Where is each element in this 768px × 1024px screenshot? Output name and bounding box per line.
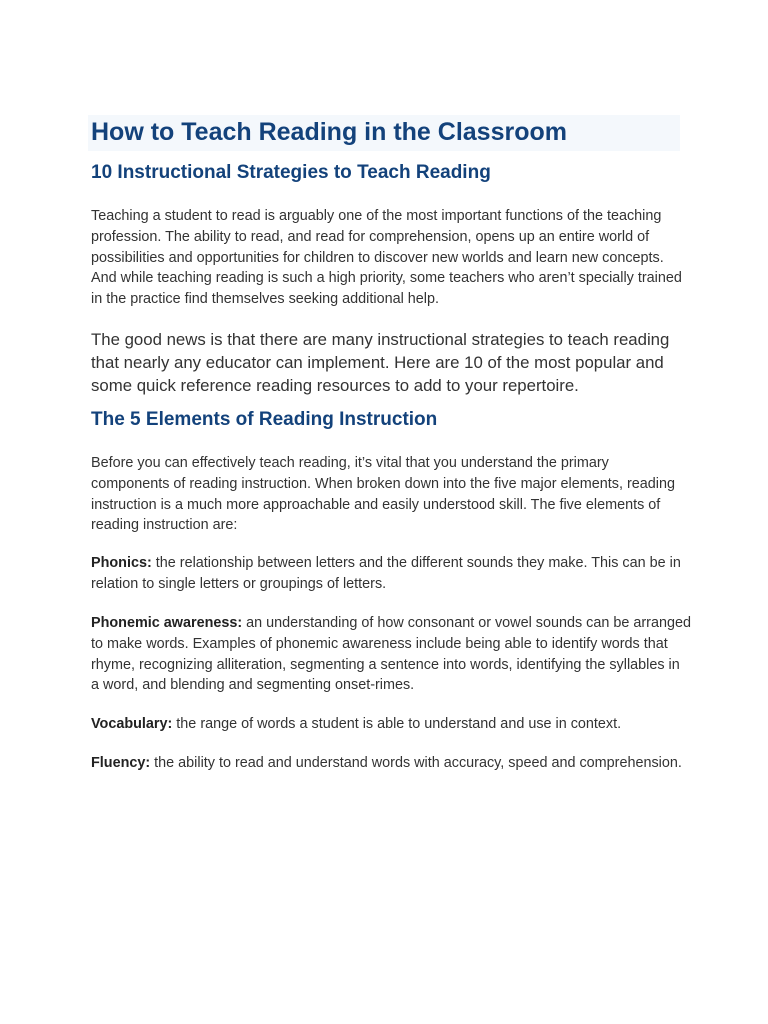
definition-vocabulary <box>91 714 691 735</box>
definition-fluency <box>91 753 691 774</box>
definition-term: Phonemic awareness: <box>91 615 243 631</box>
definition-term: Vocabulary: <box>91 716 173 732</box>
intro-paragraph: Teaching a student to read is arguably one of the most important functions of the teaching profession. The ability to read, and read for comprehension, opens up an entire world of possibilities and opportunities for children to discover new worlds and learn new concepts. And while teaching reading is such a high priority, some teachers who aren’t specially trained in the practice find themselves seeking additional help. <box>91 208 682 308</box>
page-title: How to Teach Reading in the Classroom <box>91 118 567 146</box>
definition-text: an understanding of how consonant or vowel sounds can be arranged to make words. Examples of phonemic awareness include being able to identify words that rhyme, recognizing alliteration, segmenting a sentence into words, identifying the syllables in a word, and blending and segmenting onset-rimes. <box>91 615 691 694</box>
definition-phonics <box>91 553 691 595</box>
definition-phonemic-awareness <box>91 613 691 696</box>
definition-term: Phonics: <box>91 555 152 571</box>
elements-heading: The 5 Elements of Reading Instruction <box>91 409 438 430</box>
good-news-paragraph: The good news is that there are many instructional strategies to teach reading that nearly any educator can implement. Here are 10 of the most popular and some quick reference reading resources to add to your repertoire. <box>91 330 670 396</box>
definition-text: the ability to read and understand words with accuracy, speed and comprehension. <box>150 755 682 771</box>
definition-text: the range of words a student is able to understand and use in context. <box>172 716 622 732</box>
elements-intro-paragraph: Before you can effectively teach reading, it’s vital that you understand the primary components of reading instruction. When broken down into the five major elements, reading instruction is a much more approachable and easily understood skill. The five elements of reading instruction are: <box>91 455 675 534</box>
definition-text: the relationship between letters and the different sounds they make. This can be in relation to single letters or groupings of letters. <box>91 555 681 592</box>
strategies-heading: 10 Instructional Strategies to Teach Reading <box>91 162 491 183</box>
definition-term: Fluency: <box>91 755 151 771</box>
